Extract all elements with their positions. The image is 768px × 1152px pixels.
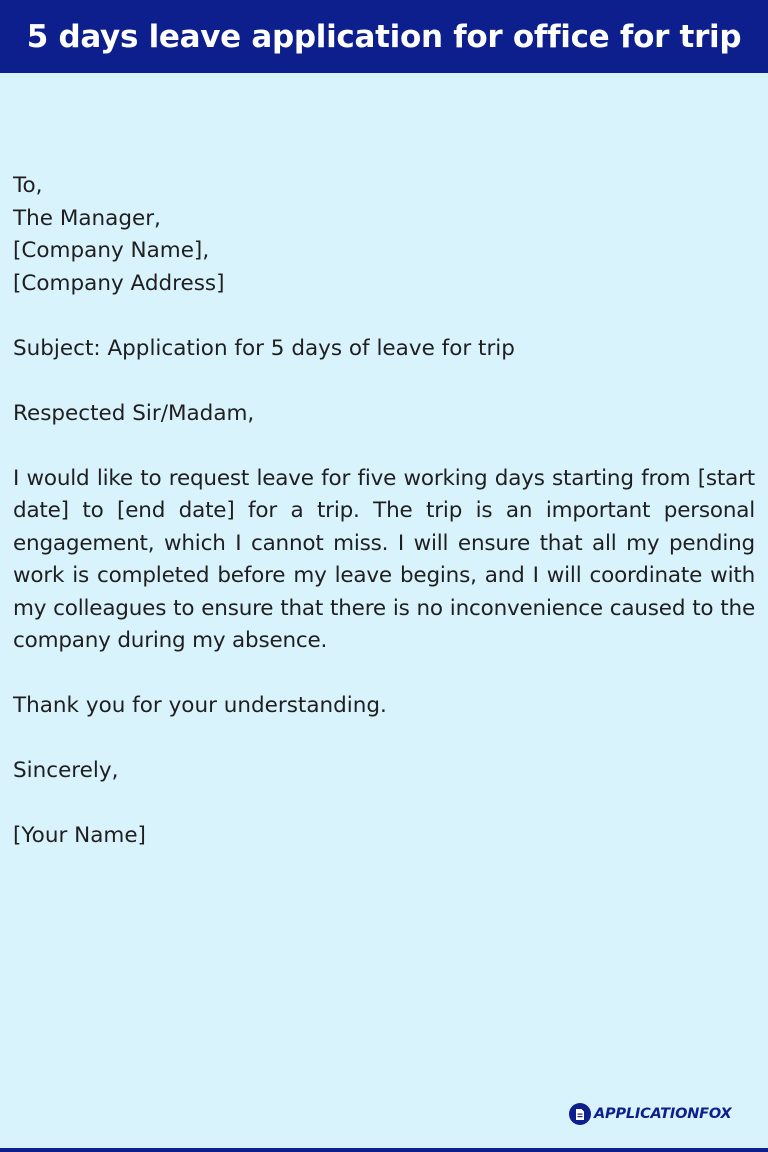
spacer: [13, 300, 755, 333]
letter-thanks: Thank you for your understanding.: [13, 693, 387, 718]
letter-salutation: Respected Sir/Madam,: [13, 400, 255, 426]
address-line-company-address: [Company Address]: [13, 270, 225, 296]
spacer: [13, 723, 755, 756]
address-line-company-name: [Company Name],: [13, 238, 210, 263]
page-title: 5 days leave application for office for trip: [26, 18, 742, 55]
brand-logo[interactable]: [569, 1102, 731, 1126]
logo-text: APPLICATIONFOX: [594, 1106, 732, 1122]
letter-signature: [Your Name]: [13, 823, 146, 848]
spacer: [13, 365, 755, 398]
address-line-to: To,: [13, 173, 43, 198]
spacer: [13, 788, 755, 821]
address-line-recipient: The Manager,: [13, 205, 161, 231]
bottom-border: [0, 1148, 768, 1152]
letter-paragraph: I would like to request leave for five working days starting from [start date] to [end date] for a trip. The trip is an important personal engagement, which I cannot miss. I will ensure that all my pending work is completed before my leave begins, and I will coordinate with my colleagues to ensure that there is no inconvenience caused to the company during my absence.: [13, 465, 755, 653]
letter-subject: Subject: Application for 5 days of leave for trip: [13, 335, 515, 361]
letter-closing: Sincerely,: [13, 758, 119, 783]
letter-body: [13, 170, 755, 853]
header-bar: [0, 0, 768, 73]
document-icon: [569, 1103, 591, 1125]
spacer: [13, 430, 755, 463]
spacer: [13, 658, 755, 691]
